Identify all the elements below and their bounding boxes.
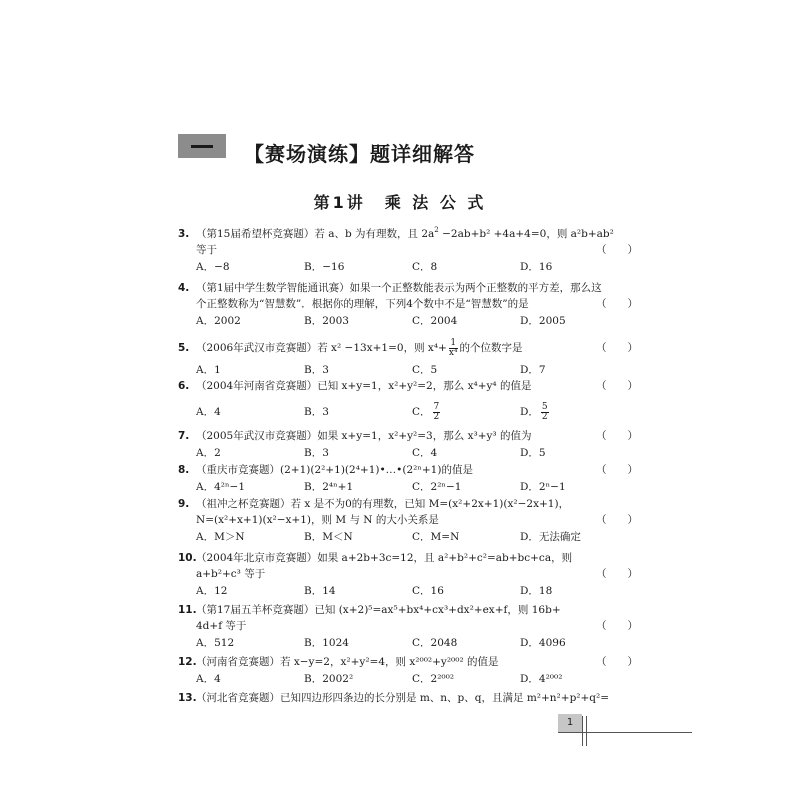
question-number: 13. [178,692,197,704]
section-number-band [178,134,226,158]
question-8 [178,462,638,496]
question-5 [178,336,638,378]
question-text-line1: （重庆市竞赛题）(2+1)(2²+1)(2⁴+1)•…•(2²ⁿ+1)的值是 [196,464,473,476]
lecture-title: 第1讲 乘 法 公 式 [313,193,487,212]
options-row [196,671,638,687]
option-b: B．3 [304,447,329,459]
options-row [196,445,638,461]
question-text-line1: （2004年北京市竞赛题）如果 a+2b+3c=12，且 a²+b²+c²=ab+bc+ca，则 [196,552,573,564]
question-number: 9. [178,498,190,510]
option-b: B．M＜N [304,531,353,543]
section-title: 【赛场演练】题详细解答 [244,142,475,166]
fraction: $\frac{5}{2}$ [541,401,548,422]
answer-paren: （ ） [596,430,638,442]
question-text-line2: a+b²+c³ 等于 [196,568,266,580]
option-b: B．14 [304,585,336,597]
option-c: C．M=N [412,531,460,543]
footer-rule [558,732,692,733]
page-number: 1 [558,714,582,732]
question-number: 6. [178,380,190,392]
option-d: D．18 [520,585,553,597]
option-a: A．12 [196,585,228,597]
question-11 [178,602,638,652]
option-c: C．2²ⁿ−1 [412,481,462,493]
answer-paren: （ ） [596,380,638,392]
option-a: A．4 [196,406,221,418]
option-c: C．2004 [412,315,458,327]
question-text-line2: N=(x²+x+1)(x²−x+1)，则 M 与 N 的大小关系是 [196,514,439,526]
option-c: C．2²⁰⁰² [412,673,455,685]
question-text-line2: 个正整数称为“智慧数”．根据你的理解，下列4个数中不是“智慧数”的是 [196,298,529,310]
answer-paren: （ ） [596,656,638,668]
question-text-line1: （河北省竞赛题）已知四边形四条边的长分别是 m、n、p、q，且满足 m²+n²+p²+q²= [196,692,610,704]
question-text-line2: 4d+f 等于 [196,620,247,632]
option-a: A．−8 [196,261,230,273]
question-text-line1: （2006年武汉市竞赛题）若 x² −13x+1=0，则 x⁴+ $\frac{1}{\text{x⁴}}$ 的个位数字是 [196,337,523,358]
option-c: C．16 [412,585,444,597]
question-number: 5. [178,342,190,354]
answer-paren: （ ） [596,298,638,310]
option-a: A．1 [196,364,221,376]
question-text-line1: （第17届五羊杯竞赛题）已知 (x+2)⁵=ax⁵+bx⁴+cx³+dx²+ex+f，则 16b+ [196,604,561,616]
option-c: C．4 [412,447,438,459]
option-b: B．2002² [304,673,354,685]
option-a: A．M＞N [196,531,245,543]
question-number: 8. [178,464,190,476]
question-text-line2: 等于 [196,244,217,256]
question-9 [178,496,638,546]
question-number: 3. [178,228,190,240]
option-d: D．4096 [520,637,566,649]
options-row [196,400,638,424]
option-d: D．4²⁰⁰² [520,673,563,685]
question-text-line1: （第1届中学生数学智能通讯赛）如果一个正整数能表示为两个正整数的平方差，那么这 [196,282,602,294]
option-c: C．8 [412,261,438,273]
option-b: B．3 [304,364,329,376]
fraction: $\frac{7}{2}$ [433,401,440,422]
option-a: A．4 [196,673,221,685]
options-row [196,362,638,378]
answer-paren: （ ） [596,464,638,476]
question-12 [178,654,638,688]
option-d: D．无法确定 [520,531,581,543]
question-13 [178,690,638,708]
option-c: C．5 [412,364,438,376]
footer-mark-icon [582,716,583,746]
answer-paren: （ ） [596,620,638,632]
option-d: D． $\frac{5}{2}$ [520,401,548,422]
option-b: B．−16 [304,261,345,273]
footer-mark-icon [586,716,587,746]
option-c: C． $\frac{7}{2}$ [412,401,440,422]
option-a: A．2002 [196,315,241,327]
option-d: D．5 [520,447,546,459]
options-row [196,529,638,545]
answer-paren: （ ） [596,514,638,526]
option-d: D．2ⁿ−1 [520,481,566,493]
option-a: A．4²ⁿ−1 [196,481,245,493]
options-row [196,479,638,495]
option-d: D．16 [520,261,553,273]
option-c: C．2048 [412,637,458,649]
question-text-line1: （祖冲之杯竞赛题）若 x 是不为0的有理数，已知 M=(x²+2x+1)(x²−2x+1)， [196,498,570,510]
question-text-line1: （河南省竞赛题）若 x−y=2，x²+y²=4，则 x²⁰⁰²+y²⁰⁰² 的值是 [196,656,499,668]
superscript: 2 [434,226,439,234]
question-text-line1: （第15届希望杯竞赛题）若 a、b 为有理数，且 $2a^2 -2ab+b^2 +4a+4=0$，则 a²b+ab² [196,226,614,240]
answer-paren: （ ） [596,342,638,354]
fraction: $\frac{1}{\text{x⁴}}$ [448,337,458,358]
section-dash-icon [191,145,213,148]
option-a: A．512 [196,637,235,649]
question-3 [178,226,638,274]
question-4 [178,280,638,330]
options-row [196,635,638,651]
option-d: D．2005 [520,315,566,327]
options-row [196,259,638,275]
question-number: 10. [178,552,197,564]
question-text-line1: （2005年武汉市竞赛题）如果 x+y=1，x²+y²=3，那么 x³+y³ 的值为 [196,430,532,442]
options-row [196,583,638,599]
option-d: D．7 [520,364,546,376]
option-b: B．3 [304,406,329,418]
question-number: 11. [178,604,197,616]
question-text-line1: （2004年河南省竞赛题）已知 x+y=1，x²+y²=2，那么 x⁴+y⁴ 的值是 [196,380,532,392]
option-b: B．1024 [304,637,349,649]
question-number: 4. [178,282,190,294]
question-number: 12. [178,656,197,668]
question-10 [178,550,638,600]
option-a: A．2 [196,447,221,459]
answer-paren: （ ） [596,244,638,256]
question-7 [178,428,638,462]
option-b: B．2⁴ⁿ+1 [304,481,354,493]
option-b: B．2003 [304,315,349,327]
question-number: 7. [178,430,190,442]
answer-paren: （ ） [596,568,638,580]
options-row [196,313,638,329]
question-6 [178,378,638,426]
